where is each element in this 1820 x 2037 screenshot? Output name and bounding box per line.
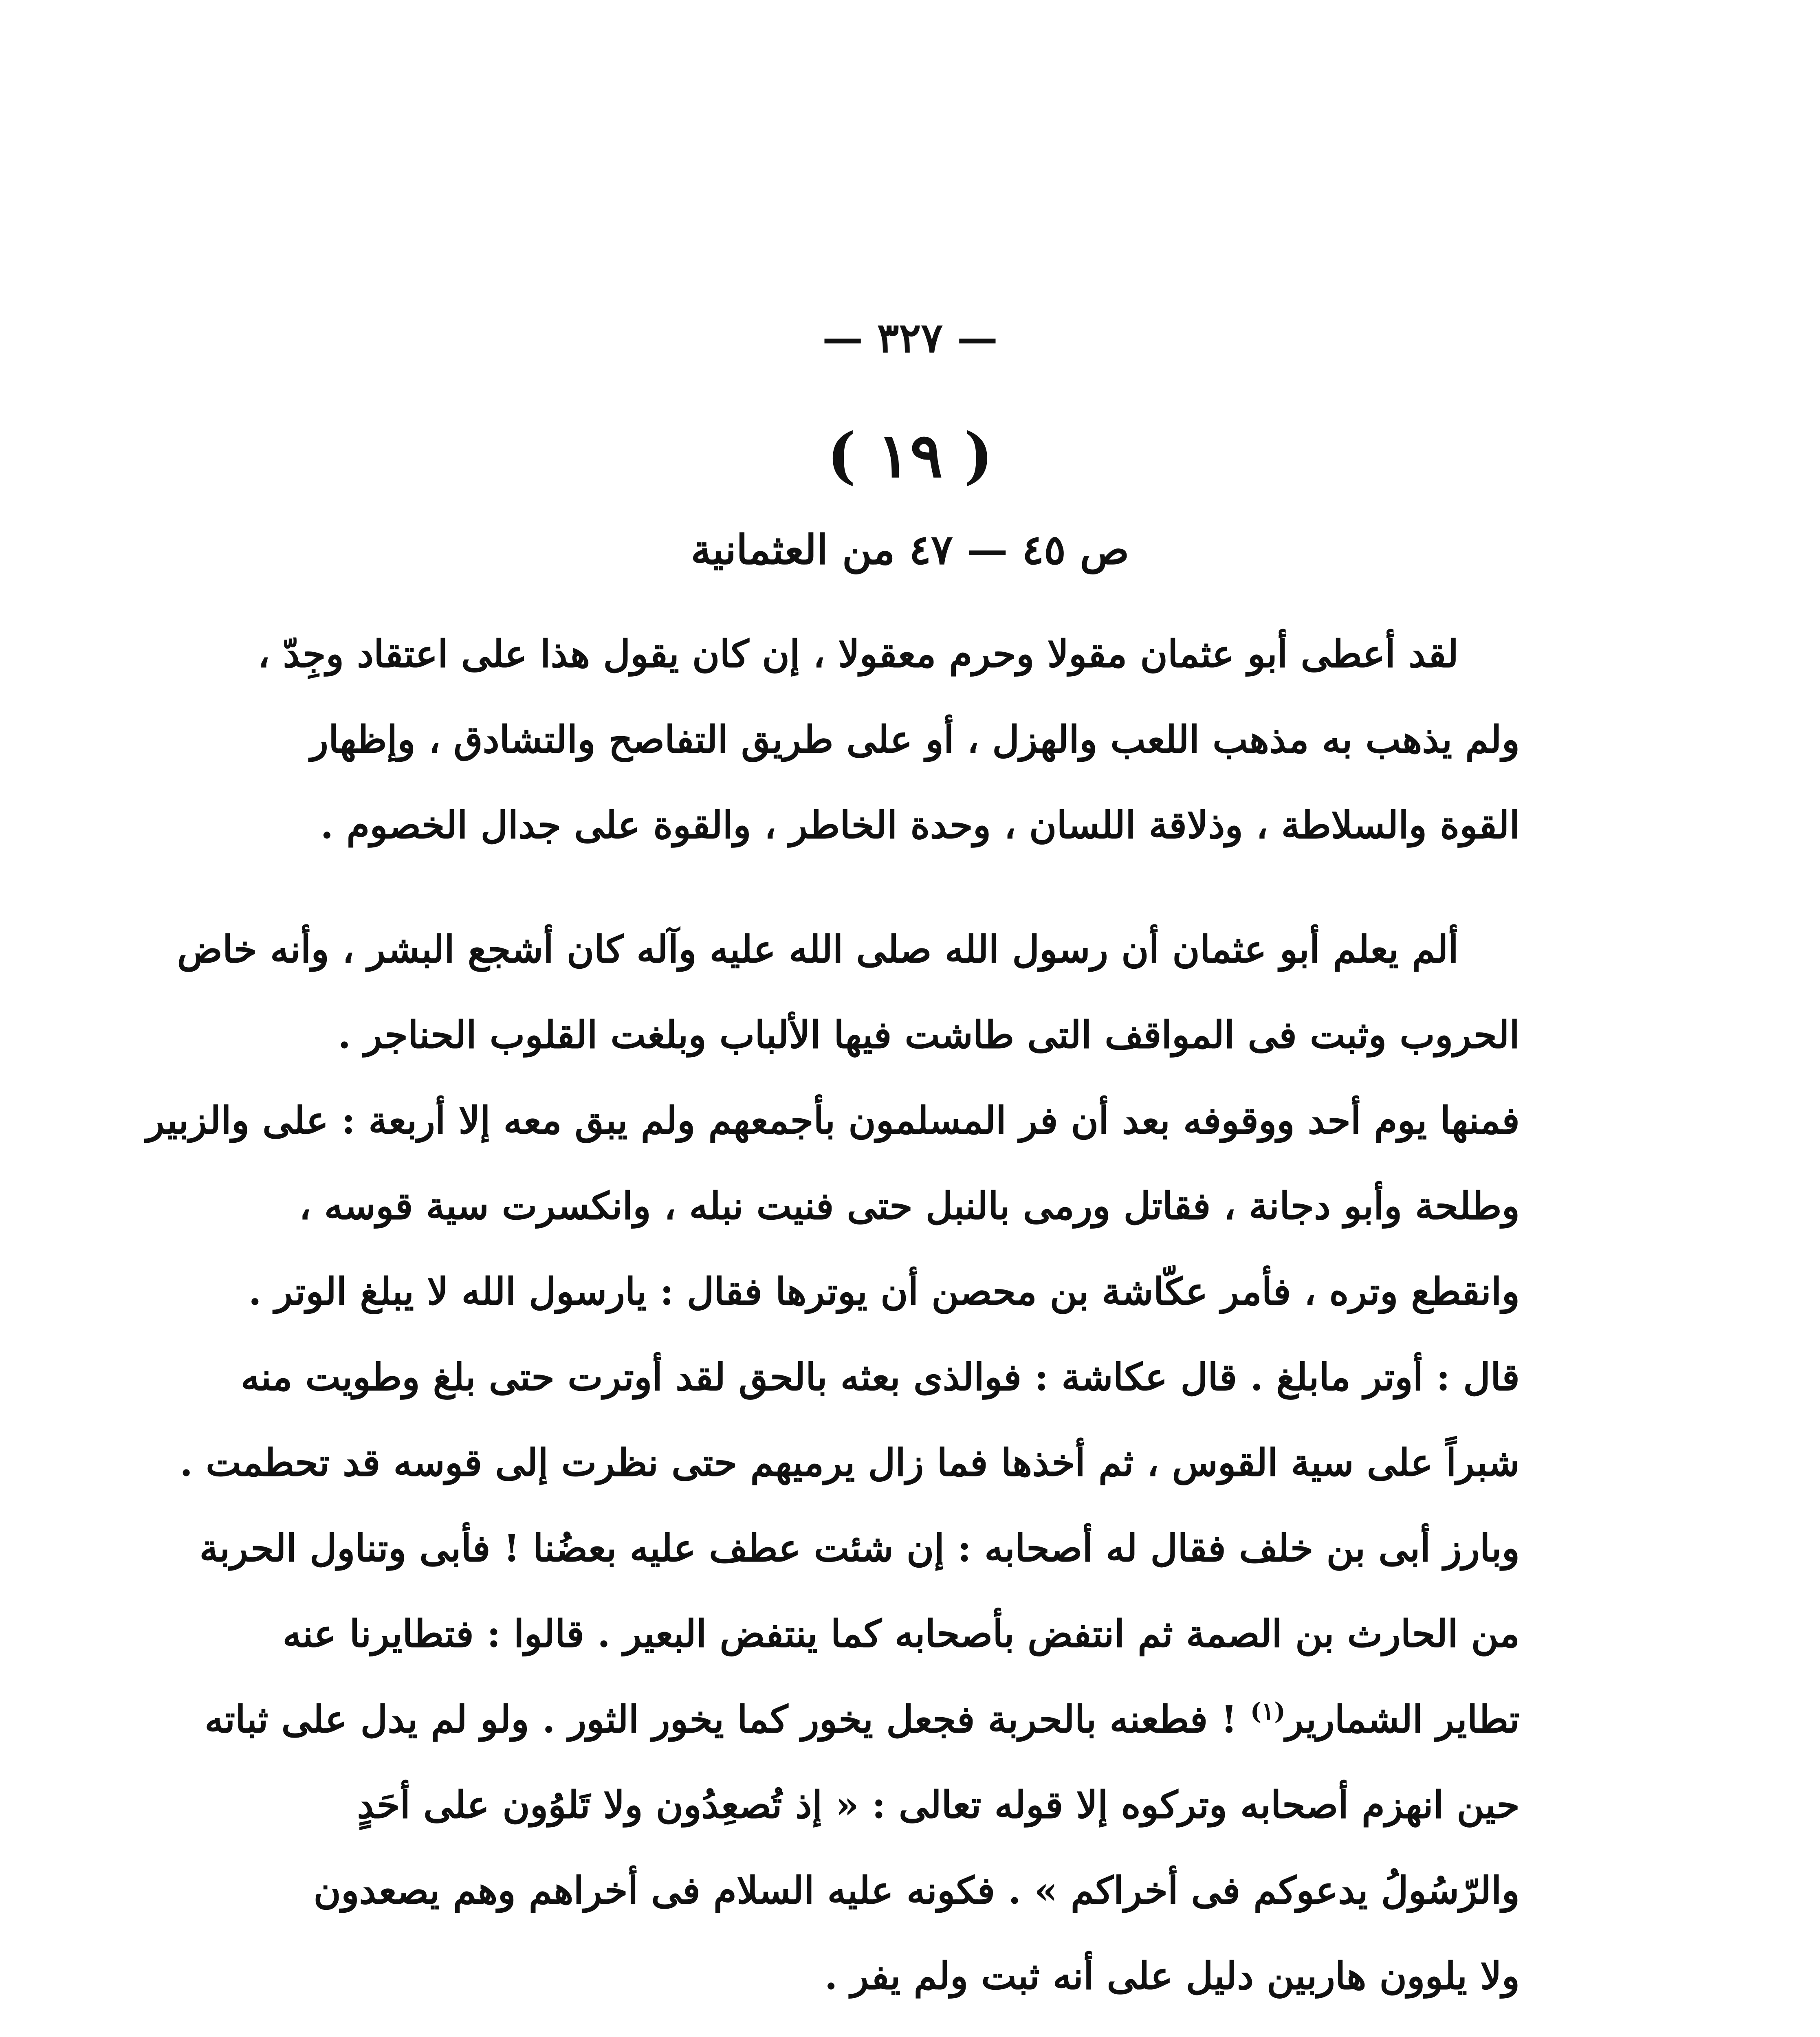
text-line: شبراً على سية القوس ، ثم أخذها فما زال يرميهم حتى نظرت إلى قوسه قد تحطمت .: [180, 1441, 1520, 1485]
text-line: لقد أعطى أبو عثمان مقولا وحرم معقولا ، إن كان يقول هذا على اعتقاد وجِدّ ،: [257, 632, 1459, 676]
text-line: ولم يذهب به مذهب اللعب والهزل ، أو على طريق التفاصح والتشادق ، وإظهار: [310, 717, 1520, 761]
text-fragment: ! فطعنه بالحربة فجعل يخور كما يخور الثور . ولو لم يدل على ثباته: [205, 1697, 1237, 1741]
body-text: [146, 611, 1520, 2037]
page-number: — ٣٢٧ —: [822, 314, 998, 362]
paragraph-1: [257, 611, 1520, 868]
text-line: قال : أوتر مابلغ . قال عكاشة : فوالذى بعثه بالحق لقد أوترت حتى بلغ وطويت منه: [241, 1355, 1520, 1399]
text-line: من الحارث بن الصمة ثم انتفض بأصحابه كما ينتفض البعير . قالوا : فتطايرنا عنه: [282, 1612, 1520, 1656]
section-number: ( ١٩ ): [827, 420, 993, 491]
section-reference: ص ٤٥ — ٤٧ من العثمانية: [691, 526, 1129, 574]
text-line: ألم يعلم أبو عثمان أن رسول الله صلى الله عليه وآله كان أشجع البشر ، وأنه خاض: [177, 927, 1459, 971]
text-fragment: تطاير الشمارير: [1285, 1697, 1520, 1741]
text-line: والرّسُولُ يدعوكم فى أخراكم » . فكونه عليه السلام فى أخراهم وهم يصعدون: [313, 1868, 1520, 1912]
paragraph-2: [146, 906, 1520, 2019]
text-line: القوة والسلاطة ، وذلاقة اللسان ، وحدة الخاطر ، والقوة على جدال الخصوم .: [320, 803, 1520, 847]
text-line-with-note: [205, 1676, 1520, 1762]
text-line: حين انهزم أصحابه وتركوه إلا قوله تعالى : « إذ تُصعِدُون ولا تَلوُون على أحَدٍ: [357, 1783, 1520, 1827]
text-line: فمنها يوم أحد ووقوفه بعد أن فر المسلمون بأجمعهم ولم يبق معه إلا أربعة : على والزبير: [146, 1098, 1520, 1142]
text-line: وبارز أبى بن خلف فقال له أصحابه : إن شئت عطف عليه بعضُنا ! فأبى وتناول الحربة: [199, 1526, 1520, 1570]
text-line: الحروب وثبت فى المواقف التى طاشت فيها الألباب وبلغت القلوب الحناجر .: [338, 1013, 1520, 1057]
text-line: وانقطع وتره ، فأمر عكّاشة بن محصن أن يوترها فقال : يارسول الله لا يبلغ الوتر .: [248, 1269, 1520, 1313]
text-line: وطلحة وأبو دجانة ، فقاتل ورمى بالنبل حتى فنيت نبله ، وانكسرت سية قوسه ،: [299, 1184, 1520, 1228]
footnote-marker: (١): [1250, 1697, 1285, 1725]
text-line: ولا يلوون هاربين دليل على أنه ثبت ولم يفر .: [824, 1954, 1520, 1998]
